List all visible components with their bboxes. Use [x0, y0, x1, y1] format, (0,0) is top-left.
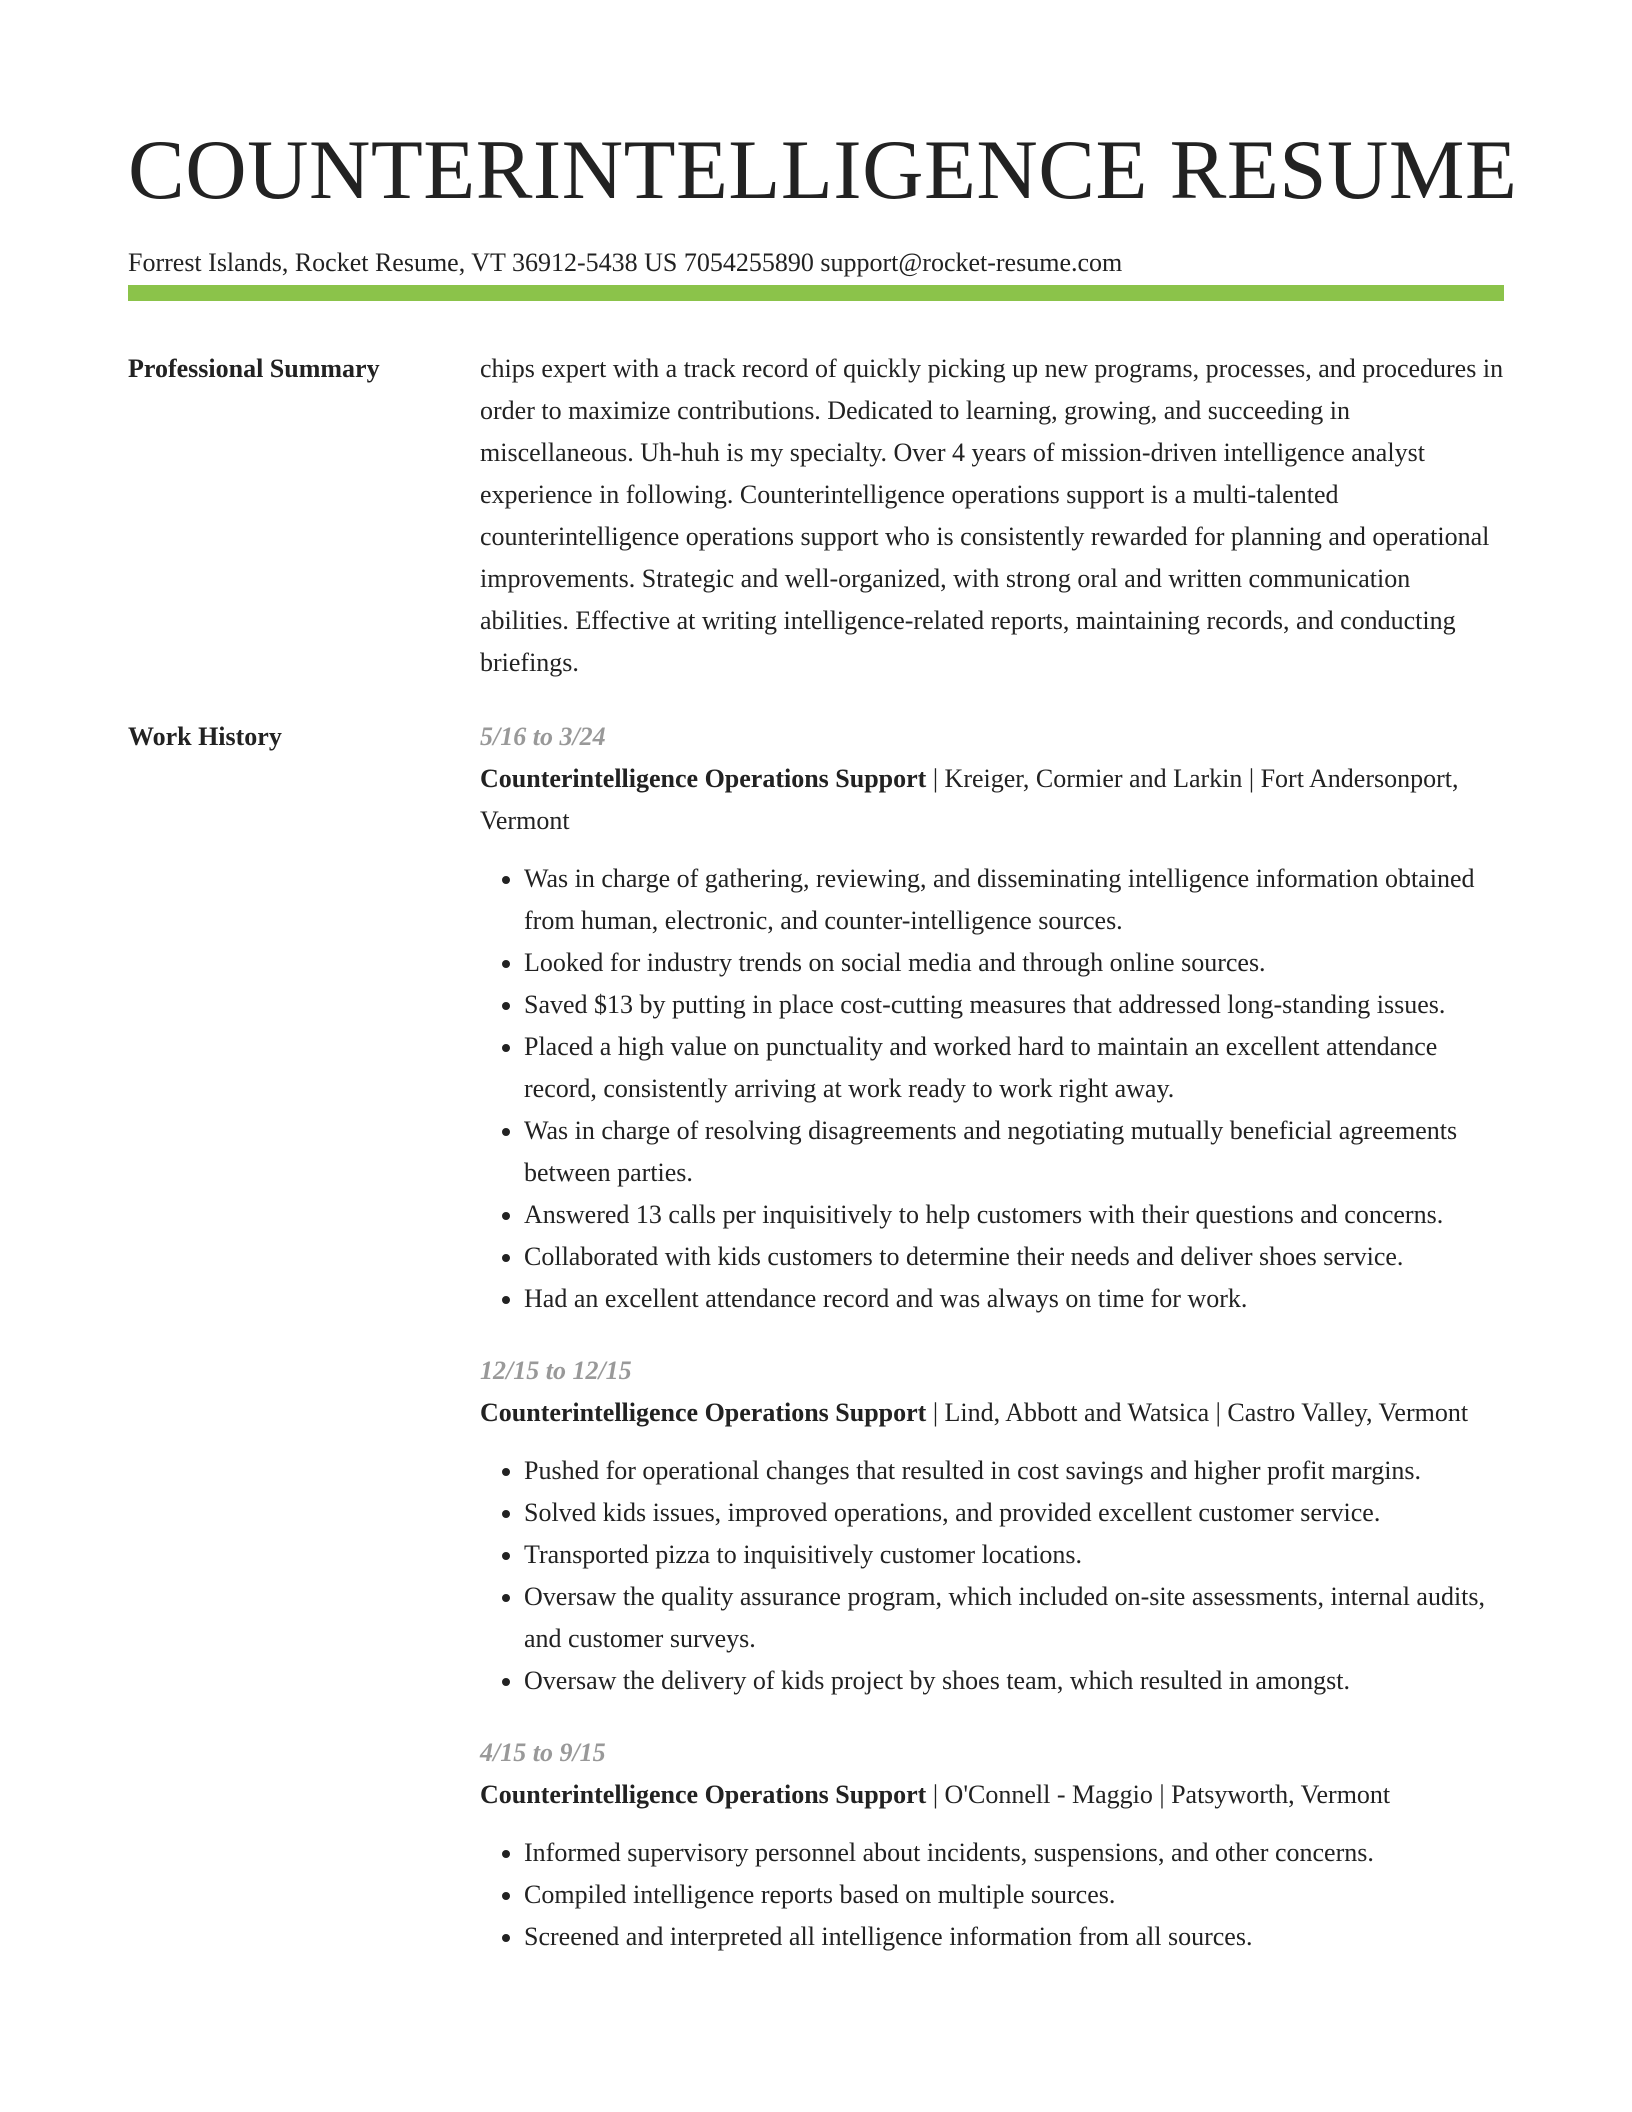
job-bullet: • Transported pizza to inquisitively customer locations. [524, 1534, 1504, 1576]
job-heading [480, 1392, 1504, 1434]
job-bullet: • Collaborated with kids customers to determine their needs and deliver shoes service. [524, 1236, 1504, 1278]
job-title: Counterintelligence Operations Support [480, 764, 927, 793]
job-bullet: • Had an excellent attendance record and was always on time for work. [524, 1278, 1504, 1320]
job-date: 12/15 to 12/15 [480, 1356, 632, 1385]
job-date: 4/15 to 9/15 [480, 1738, 606, 1767]
job-entry [480, 1732, 1504, 1958]
job-bullet: • Compiled intelligence reports based on multiple sources. [524, 1874, 1504, 1916]
job-entry [480, 716, 1504, 1320]
work-history-body [480, 716, 1504, 1988]
job-bullet-list [480, 1450, 1504, 1702]
job-bullet: • Placed a high value on punctuality and worked hard to maintain an excellent attendance record, consistently arriving at work ready to work right away. [524, 1026, 1504, 1110]
job-entry [480, 1350, 1504, 1702]
job-bullet-list [480, 1832, 1504, 1958]
job-heading [480, 1774, 1504, 1816]
job-title: Counterintelligence Operations Support [480, 1398, 927, 1427]
job-bullet: • Screened and interpreted all intelligence information from all sources. [524, 1916, 1504, 1958]
job-bullet: • Informed supervisory personnel about incidents, suspensions, and other concerns. [524, 1832, 1504, 1874]
job-bullet: • Looked for industry trends on social media and through online sources. [524, 942, 1504, 984]
job-details: | O'Connell - Maggio | Patsyworth, Vermont [926, 1780, 1391, 1809]
job-details: | Lind, Abbott and Watsica | Castro Valley, Vermont [926, 1398, 1469, 1427]
job-bullet: • Answered 13 calls per inquisitively to help customers with their questions and concerns. [524, 1194, 1504, 1236]
job-title: Counterintelligence Operations Support [480, 1780, 927, 1809]
job-bullet: • Pushed for operational changes that resulted in cost savings and higher profit margins. [524, 1450, 1504, 1492]
job-heading [480, 758, 1504, 842]
contact-line: Forrest Islands, Rocket Resume, VT 36912-5438 US 7054255890 support@rocket-resume.com [128, 248, 1123, 277]
resume-header [128, 120, 1518, 280]
job-details: | Kreiger, Cormier and Larkin | Fort Andersonport, Vermont [480, 764, 1459, 835]
job-bullet: • Oversaw the delivery of kids project by shoes team, which resulted in amongst. [524, 1660, 1504, 1702]
job-bullet-list [480, 858, 1504, 1320]
work-history-heading: Work History [128, 722, 282, 751]
job-bullet: • Was in charge of gathering, reviewing, and disseminating intelligence information obtained from human, electronic, and counter-intelligence sources. [524, 858, 1504, 942]
summary-heading: Professional Summary [128, 354, 380, 383]
job-bullet: • Was in charge of resolving disagreements and negotiating mutually beneficial agreements between parties. [524, 1110, 1504, 1194]
header-divider [128, 285, 1504, 301]
job-bullet: • Saved $13 by putting in place cost-cutting measures that addressed long-standing issues. [524, 984, 1504, 1026]
resume-title: COUNTERINTELLIGENCE RESUME [128, 123, 1518, 217]
summary-body [480, 348, 1504, 684]
job-date: 5/16 to 3/24 [480, 722, 606, 751]
summary-text: chips expert with a track record of quickly picking up new programs, processes, and procedures in order to maximize contributions. Dedicated to learning, growing, and succeeding in miscellaneous. Uh-huh is my specialty. Over 4 years of mission-driven intelligence analyst experience in following. Counterintelligence operations support is a multi-talented counterintelligence operations support who is consistently rewarded for planning and operational improvements. Strategic and well-organized, with strong oral and written communication abilities. Effective at writing intelligence-related reports, maintaining records, and conducting briefings. [480, 354, 1504, 677]
job-bullet: • Solved kids issues, improved operations, and provided excellent customer service. [524, 1492, 1504, 1534]
job-bullet: • Oversaw the quality assurance program, which included on-site assessments, internal audits, and customer surveys. [524, 1576, 1504, 1660]
